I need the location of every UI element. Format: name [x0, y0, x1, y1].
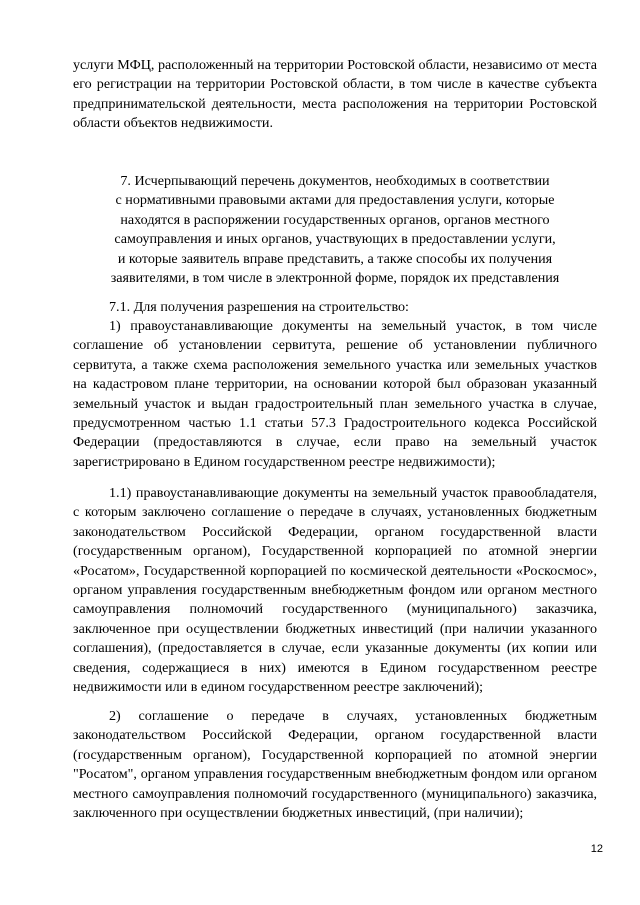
list-item-2: 2) соглашение о передаче в случаях, установленных бюджетным законодательством Российской Федерации, органом государственной власти (государственным органом), Государственной корпорацией по атомной энергии "Росатом", органом управления государственным внебюджетным фондом или органом местного самоуправления полномочий государственного (муниципального) заказчика, заключенного при осуществлении бюджетных инвестиций, (при наличии);	[73, 708, 597, 822]
section-heading-line: 7. Исчерпывающий перечень документов, необходимых в соответствии	[120, 173, 550, 189]
section-heading-line: заявителями, в том числе в электронной форме, порядок их представления	[110, 270, 560, 287]
section-heading-line: самоуправления и иных органов, участвующих в предоставлении услуги,	[114, 231, 556, 248]
section-heading	[73, 172, 597, 288]
section-heading-line: и которые заявитель вправе представить, а также способы их получения	[117, 250, 553, 267]
list-item-1: 1) правоустанавливающие документы на земельный участок, в том числе соглашение об установлении сервитута, решение об установлении публичного сервитута, а также схема расположения земельного участка или земельных участков на кадастровом плане территории, на основании которой был образован указанный земельный участок и выдан градостроительный план земельного участка в случае, предусмотренном частью 1.1 статьи 57.3 Градостроительного кодекса Российской Федерации (предоставляются в случае, если право на земельный участок зарегистрировано в Едином государственном реестре недвижимости);	[73, 318, 597, 470]
section-heading-line: с нормативными правовыми актами для предоставления услуги, которые	[115, 192, 555, 209]
section-heading-line: находятся в распоряжении государственных органов, органов местного	[120, 211, 550, 228]
list-item-1-1: 1.1) правоустанавливающие документы на земельный участок правообладателя, с которым заключено соглашение о передаче в случаях, установленных бюджетным законодательством Российской Федерации, органом государственной власти (государственным органом), Государственной корпорацией по атомной энергии «Росатом», Государственной корпорацией по космической деятельности «Роскосмос», органом управления государственным внебюджетным фондом или органом местного самоуправления полномочий государственного (муниципального) заказчика, заключенное при осуществлении бюджетных инвестиций (при наличии указанного соглашения), (предоставляется в случае, если указанные документы (их копии или сведения, содержащиеся в них) имеются в Едином государственном реестре недвижимости или в едином государственном реестре заключений);	[73, 485, 597, 696]
page-number: 12	[590, 843, 603, 855]
intro-paragraph: услуги МФЦ, расположенный на территории Ростовской области, независимо от места его регистрации на территории Ростовской области, в том числе в качестве субъекта предпринимательской деятельности, места расположения на территории Ростовской области объектов недвижимости.	[73, 57, 597, 132]
subsection-title: 7.1. Для получения разрешения на строительство:	[109, 299, 409, 315]
